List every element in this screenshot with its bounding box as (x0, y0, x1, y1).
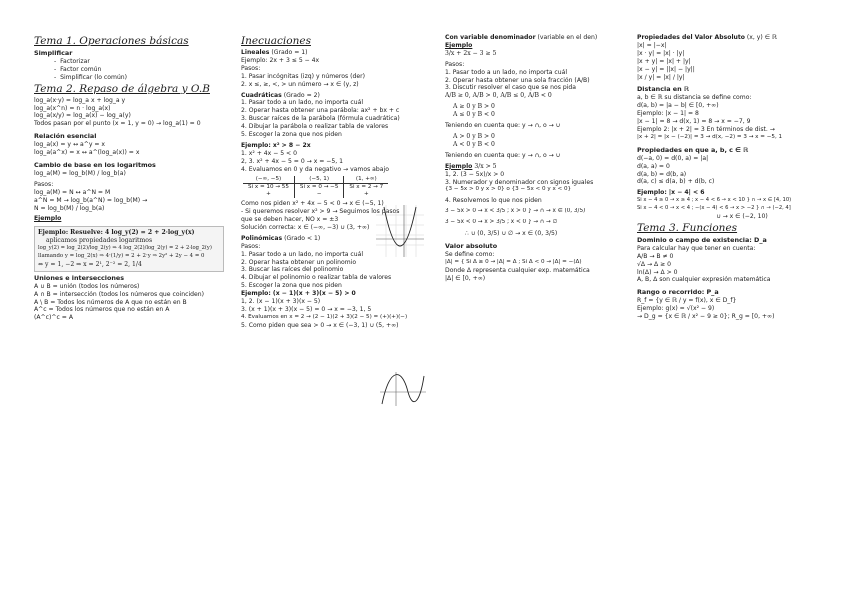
sign-table (243, 176, 388, 199)
poli-ejemplo-paso: 5. Como piden que sea > 0 → x ∈ (−3, 1) ∪ (5, +∞) (241, 321, 399, 329)
system-line: A ≤ 0 y B < 0 (453, 111, 495, 119)
polinomicas-paso: 1. Pasar todo a un lado, no importa cuál (241, 250, 364, 258)
cambio-formula: log_a(M) = log_b(M) / log_b(a) (34, 169, 126, 177)
polinomicas-paso: 3. Buscar las raíces del polinomio (241, 266, 344, 274)
sign-table-sign: − (294, 191, 343, 198)
cuad-after-line: que se deben hacer, NO x = ±3 (241, 216, 339, 224)
system-line: A > 0 y B > 0 (453, 132, 495, 140)
lineales-heading: Lineales (Grado = 1) (241, 49, 308, 56)
polinomicas-paso: 2. Operar hasta obtener un polinomio (241, 258, 357, 266)
poli-ejemplo-paso: 4. Evaluamos en x = 2 → (2 − 1)(2 + 3)(2 − 5) = (+)(+)(−) (241, 313, 408, 320)
lineales-paso: 1. Pasar incógnitas (izq) y números (der) (241, 72, 366, 80)
rango-line: Ejemplo: g(x) = √(x² − 9) (637, 305, 715, 313)
dominio-line: Para calcular hay que tener en cuenta: (637, 244, 756, 252)
ejemplo2-line: {3 − 5x > 0 y x > 0} o {3 − 5x < 0 y x < 0} (445, 186, 572, 193)
prop-abc-line: d(a, b) = d(b, a) (637, 170, 687, 178)
column-1 (34, 34, 224, 322)
propiedad: |x + y| = |x| + |y| (637, 57, 691, 65)
cuad-ejemplo-paso: 2, 3. x² + 4x − 5 = 0 → x = −5, 1 (241, 157, 344, 165)
prop-abc-line: d(a, c) ≤ d(a, b) + d(b, c) (637, 178, 715, 186)
lineales-paso: 2. x ≤, ≥, <, > un número → x ∈ (y, z) (241, 80, 359, 88)
ejemplo-box-line: ⇔ y = 1, −2 ⇒ x = 2¹, 2⁻² = 2, 1/4 (38, 260, 142, 268)
pasos-line: log_a(M) = N ↔ a^N = M (34, 188, 111, 196)
cuad-after-line: Como nos piden x² + 4x − 5 < 0 → x ∈ (−5, 1) (241, 200, 384, 208)
ejemplo2-line: 4. Resolvemos lo que nos piden (445, 197, 542, 205)
variable-denominador-heading: Con variable denominador (variable en el den) (445, 34, 598, 41)
distancia-line: Ejemplo 2: |x + 2| = 3 En términos de dist. → (637, 125, 775, 133)
ejemplo3-line: Si x − 4 ≥ 0 → x ≥ 4 ; x − 4 < 6 → x < 10 } ∩ → x ∈ [4, 10) (637, 197, 792, 204)
pasos-line: N = log_b(M) / log_b(a) (34, 204, 105, 212)
pasos-label: Pasos: (445, 60, 465, 68)
cambio-heading: Cambio de base en los logaritmos (34, 160, 156, 169)
system-line: A ≥ 0 y B > 0 (453, 103, 495, 111)
ejemplo-box-line: llamando y = log_2(x) ⇒ 4·(1/y) = 2 + 2·y ⇒ 2y² + 2y − 4 = 0 (38, 253, 205, 260)
nota-line: Teniendo en cuenta que: y → ∩, o → ∪ (445, 151, 561, 159)
cuad-ejemplo-paso: 1. x² + 4x − 5 < 0 (241, 149, 297, 157)
column-3 (445, 34, 620, 282)
ejemplo2-line: 3 − 5x > 0 → x < 3/5 ; x > 0 } → ∩ → x ∈ (0, 3/5) (445, 208, 586, 215)
pasos-label: Pasos: (34, 180, 54, 188)
polinomicas-paso: 5. Escoger la zona que nos piden (241, 282, 342, 290)
log-rule: log_a(x·y) = log_a x + log_a y (34, 96, 126, 104)
system-line: A < 0 y B < 0 (453, 140, 495, 148)
sign-table-header: (1, +∞) (344, 176, 388, 184)
lineales-ejemplo: Ejemplo: 2x + 3 ≤ 5 − 4x (241, 56, 320, 64)
sign-table-sign: + (363, 191, 369, 197)
sign-table-sign: + (243, 191, 294, 198)
log-rule: Todos pasan por el punto (x = 1, y = 0) → log_a(1) = 0 (34, 120, 201, 128)
cubic-graph-icon (380, 372, 426, 406)
cuadraticas-paso: 3. Buscar raíces de la parábola (fórmula cuadrática) (241, 115, 400, 123)
paso: 1. Pasar todo a un lado, no importa cuál (445, 68, 568, 76)
uniones-line: A ∪ B = unión (todos los números) (34, 282, 140, 290)
valor-line: Se define como: (445, 250, 495, 258)
sign-table-header: (−5, 1) (294, 176, 343, 184)
parabola-graph-icon (376, 205, 424, 257)
ejemplo-box-line: Ejemplo: Resuelve: 4 log_y(2) = 2 + 2·log_y(x) (38, 229, 195, 237)
uniones-line: A^c = Todos los números que no están en A (34, 306, 170, 314)
ejemplo2-line: 3 − 5x < 0 → x > 3/5 ; x < 0 } → ∩ → ∅ (445, 219, 558, 226)
simplificar-item: - Factor común (54, 65, 102, 73)
prop-abc-line: d(−a, 0) = d(0, a) = |a| (637, 154, 709, 162)
uniones-line: A \ B = Todos los números de A que no están en B (34, 298, 187, 306)
simplificar-item: - Simplificar (lo común) (54, 73, 128, 81)
propiedad: |x − y| = ||x| − |y|| (637, 65, 695, 73)
log-rule: log_a(x^n) = n · log_a(x) (34, 104, 111, 112)
ejemplo-expr: 3/x + 2x − 3 ≥ 5 (445, 49, 497, 57)
ejemplo2-line: 3. Numerador y denominador con signos iguales (445, 178, 594, 186)
prop-abc-line: d(a, a) = 0 (637, 162, 670, 170)
ejemplo-box-line: aplicamos propiedades logaritmos (46, 237, 153, 245)
ejemplo-label: Ejemplo (34, 215, 62, 223)
valor-absoluto-heading: Valor absoluto (445, 241, 498, 250)
cuadraticas-paso: 5. Escoger la zona que nos piden (241, 131, 342, 139)
cuadraticas-paso: 4. Dibujar la parábola o realizar tabla de valores (241, 123, 389, 131)
valor-line: |Δ| ∈ [0, +∞) (445, 274, 486, 282)
inecuaciones-title: Inecuaciones (241, 35, 311, 47)
sign-table-cell: Si x = 10 → 55 (243, 183, 294, 191)
column-2 (241, 34, 437, 330)
simplificar-item: - Factorizar (54, 57, 90, 65)
dominio-heading: Dominio o campo de existencia: D_a (637, 235, 767, 244)
paso: 3. Discutir resolver el caso que se nos pida (445, 84, 577, 92)
distancia-line: |x − 1| = 8 → d(x, 1) = 8 → x = −7, 9 (637, 118, 751, 126)
ejemplo-label: Ejemplo (445, 41, 473, 49)
poli-ejemplo-paso: 1, 2. (x − 1)(x + 3)(x − 5) (241, 298, 321, 306)
distancia-line: a, b ∈ ℝ su distancia se define como: (637, 94, 752, 102)
distancia-line: |x + 2| = |x − (−2)| = 3 → d(x, −2) = 3 → x = −5, 1 (637, 133, 783, 140)
propiedades-heading: Propiedades del Valor Absoluto (x, y) ∈ ℝ (637, 34, 777, 41)
cuadraticas-paso: 2. Operar hasta obtener una parábola: ax² + bx + c (241, 107, 400, 115)
cuad-ejemplo-paso: 4. Evaluamos en 0 y da negativo → vamos abajo (241, 165, 389, 173)
sign-table-cell: Si x = 0 → −5 (294, 183, 343, 191)
ejemplo3-line: Si x − 4 < 0 → x < 4 ; −(x − 4) < 6 → x > −2 } ∩ → (−2, 4] (637, 205, 791, 212)
poli-ejemplo-paso: 3. (x + 1)(x + 3)(x − 5) = 0 → x = −3, 1, 5 (241, 305, 372, 313)
polinomicas-paso: 4. Dibujar el polinomio o realizar tabla de valores (241, 274, 392, 282)
uniones-heading: Uniones e intersecciones (34, 273, 125, 282)
propiedad: |x · y| = |x| · |y| (637, 49, 685, 57)
ejemplo2-result: ∴ ∪ (0, 3/5) ∪ ∅ → x ∈ (0, 3/5) (465, 230, 558, 238)
pasos-label: Pasos: (241, 64, 261, 72)
sign-table-cell: Si x = 2 → 7 (349, 183, 384, 190)
cuadraticas-paso: 1. Pasar todo a un lado, no importa cuál (241, 99, 364, 107)
distancia-line: Ejemplo: |x − 1| = 8 (637, 110, 699, 118)
ejemplo2-line: 1, 2. (3 − 5x)/x > 0 (445, 170, 505, 178)
distancia-heading: Distancia en ℝ (637, 85, 689, 94)
ejemplo-box (34, 226, 224, 272)
rango-line: R_f = {y ∈ ℝ / y = f(x), x ∈ D_f} (637, 297, 737, 305)
tema2-title: Tema 2. Repaso de álgebra y O.B (34, 82, 210, 95)
ejemplo3-line: ∪ → x ∈ (−2, 10) (716, 213, 768, 221)
dominio-line: A, B, Δ son cualquier expresión matemática (637, 276, 771, 284)
ejemplo3: Ejemplo: |x − 4| < 6 (637, 189, 705, 197)
tema1-title: Tema 1. Operaciones básicas (34, 35, 189, 47)
tema3-title: Tema 3. Funciones (637, 221, 738, 234)
log-rule: log_a(x/y) = log_a(x) − log_a(y) (34, 112, 131, 120)
valor-line: Donde Δ representa cualquier exp. matemática (445, 266, 590, 274)
cuad-after-line: Solución correcta: x ∈ (−∞, −3) ∪ (3, +∞) (241, 223, 370, 231)
relacion-heading: Relación esencial (34, 132, 97, 141)
paso: 2. Operar hasta obtener una sola fracción (A/B) (445, 76, 590, 84)
propiedad: |x / y| = |x| / |y| (637, 73, 685, 81)
valor-line: |Δ| = { Si Δ ≥ 0 → |Δ| = Δ ; Si Δ < 0 → |Δ| = −(Δ) (445, 258, 582, 265)
uniones-line: (A^c)^c = A (34, 314, 73, 322)
dominio-line: A/B → B ≠ 0 (637, 252, 674, 260)
caso-line: A/B ≥ 0, A/B > 0, A/B ≤ 0, A/B < 0 (445, 92, 552, 100)
rango-heading: Rango o recorrido: P_a (637, 288, 719, 297)
propiedad: |x| = |−x| (637, 41, 667, 49)
cuad-after-line: - Si queremos resolver x² > 9 → Seguimos los pasos (241, 208, 400, 216)
distancia-line: d(a, b) = |a − b| ∈ [0, +∞) (637, 102, 719, 110)
simplificar-heading: Simplificar (34, 49, 73, 57)
dominio-line: √Δ → Δ ≥ 0 (637, 260, 672, 268)
uniones-line: A ∩ B = intersección (todos los números que coinciden) (34, 290, 205, 298)
nota-line: Teniendo en cuenta que: y → ∩, o → ∪ (445, 122, 561, 130)
pasos-label: Pasos: (241, 242, 261, 250)
relacion-line: log_a(x) = y ↔ a^y = x (34, 141, 106, 149)
cuad-ejemplo: Ejemplo: x² > 8 − 2x (241, 141, 311, 149)
ejemplo-box-line: log_y(2) = log_2(2)/log_2(y) ⇒ 4 log_2(2)/log_2(y) = 2 + 2·log_2(y) (38, 245, 212, 252)
rango-line: → D_g = {x ∈ ℝ / x² − 9 ≥ 0}; R_g = [0, +∞) (637, 313, 775, 321)
sign-table-header: (−∞, −5) (243, 176, 294, 184)
cuadraticas-heading: Cuadráticas (Grado = 2) (241, 91, 320, 99)
polinomicas-heading: Polinómicas (Grado < 1) (241, 234, 321, 242)
relacion-line: log_a(a^x) = x ↔ a^(log_a(x)) = x (34, 149, 140, 157)
column-4 (637, 34, 827, 321)
poli-ejemplo: Ejemplo: (x − 1)(x + 3)(x − 5) > 0 (241, 290, 356, 298)
dominio-line: ln(Δ) → Δ > 0 (637, 268, 678, 276)
ejemplo2-header: Ejemplo 3/x > 5 (445, 162, 497, 170)
pasos-line: a^N = M → log_b(a^N) = log_b(M) → (34, 196, 148, 204)
prop-abc-heading: Propiedades en que a, b, c ∈ ℝ (637, 145, 749, 154)
